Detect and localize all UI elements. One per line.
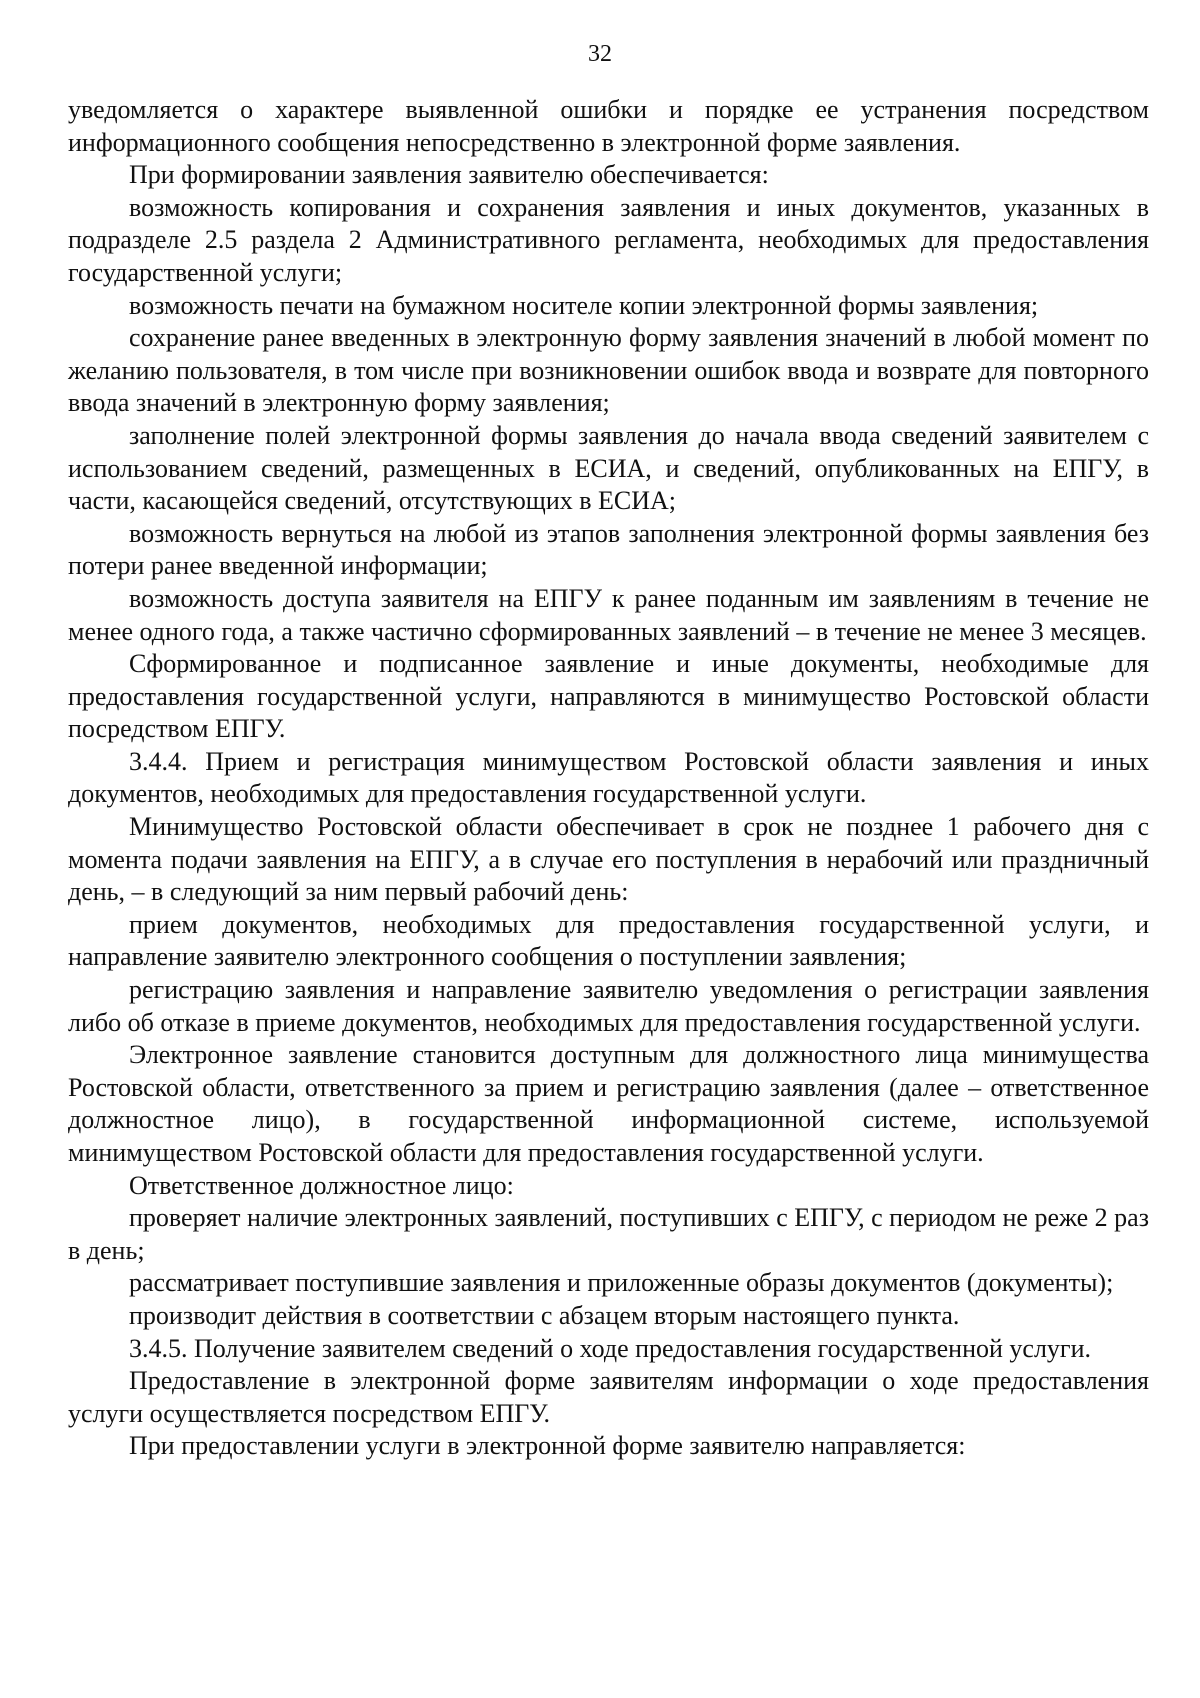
list-item: проверяет наличие электронных заявлений, поступивших с ЕПГУ, с периодом не реже 2 раз в день; (68, 1203, 1149, 1265)
list-item: сохранение ранее введенных в электронную форму заявления значений в любой момент по желанию пользователя, в том числе при возникновении ошибок ввода и возврате для повторного ввода значений в электронную форму заявления; (68, 323, 1149, 418)
list-item: возможность печати на бумажном носителе копии электронной формы заявления; (129, 290, 1039, 320)
list-item: возможность доступа заявителя на ЕПГУ к ранее поданным им заявлениям в течение не менее одного года, а также частично сформированных заявлений – в течение не менее 3 месяцев. (68, 583, 1149, 646)
list-item: возможность вернуться на любой из этапов заполнения электронной формы заявления без потери ранее введенной информации; (68, 518, 1149, 581)
list-item: прием документов, необходимых для предоставления государственной услуги, и направление заявителю электронного сообщения о поступлении заявления; (68, 909, 1149, 972)
section-heading: 3.4.5. Получение заявителем сведений о ходе предоставления государственной услуги. (129, 1333, 1091, 1363)
paragraph: Электронное заявление становится доступным для должностного лица минимущества Ростовской области, ответственного за прием и регистрацию заявления (далее – ответственное должностное лицо), в государственной информационной системе, используемой минимуществом Ростовской области для предоставления государственной услуги. (68, 1040, 1149, 1167)
section-heading: 3.4.4. Прием и регистрация минимуществом Ростовской области заявления и иных документов, необходимых для предоставления государственной услуги. (68, 746, 1149, 809)
list-item: регистрацию заявления и направление заявителю уведомления о регистрации заявления либо об отказе в приеме документов, необходимых для предоставления государственной услуги. (68, 975, 1149, 1037)
paragraph: Сформированное и подписанное заявление и иные документы, необходимые для предоставления государственной услуги, направляются в минимущество Ростовской области посредством ЕПГУ. (68, 649, 1149, 744)
document-body (68, 94, 1149, 1463)
page-number: 32 (588, 41, 612, 67)
list-item: возможность копирования и сохранения заявления и иных документов, указанных в подразделе 2.5 раздела 2 Административного регламента, необходимых для предоставления государственной услуги; (68, 192, 1149, 287)
paragraph: При формировании заявления заявителю обеспечивается: (129, 160, 769, 190)
paragraph: Предоставление в электронной форме заявителям информации о ходе предоставления услуги осуществляется посредством ЕПГУ. (68, 1366, 1149, 1428)
paragraph: уведомляется о характере выявленной ошибки и порядке ее устранения посредством информационного сообщения непосредственно в электронной форме заявления. (68, 95, 1149, 157)
paragraph: Минимущество Ростовской области обеспечивает в срок не позднее 1 рабочего дня с момента подачи заявления на ЕПГУ, а в случае его поступления в нерабочий или праздничный день, – в следующий за ним первый рабочий день: (68, 812, 1149, 907)
paragraph: При предоставлении услуги в электронной форме заявителю направляется: (129, 1431, 966, 1461)
list-item: заполнение полей электронной формы заявления до начала ввода сведений заявителем с использованием сведений, размещенных в ЕСИА, и сведений, опубликованных на ЕПГУ, в части, касающейся сведений, отсутствующих в ЕСИА; (68, 420, 1149, 516)
list-item: рассматривает поступившие заявления и приложенные образы документов (документы); (129, 1268, 1114, 1298)
list-item: производит действия в соответствии с абзацем вторым настоящего пункта. (129, 1300, 960, 1330)
paragraph: Ответственное должностное лицо: (129, 1170, 514, 1200)
